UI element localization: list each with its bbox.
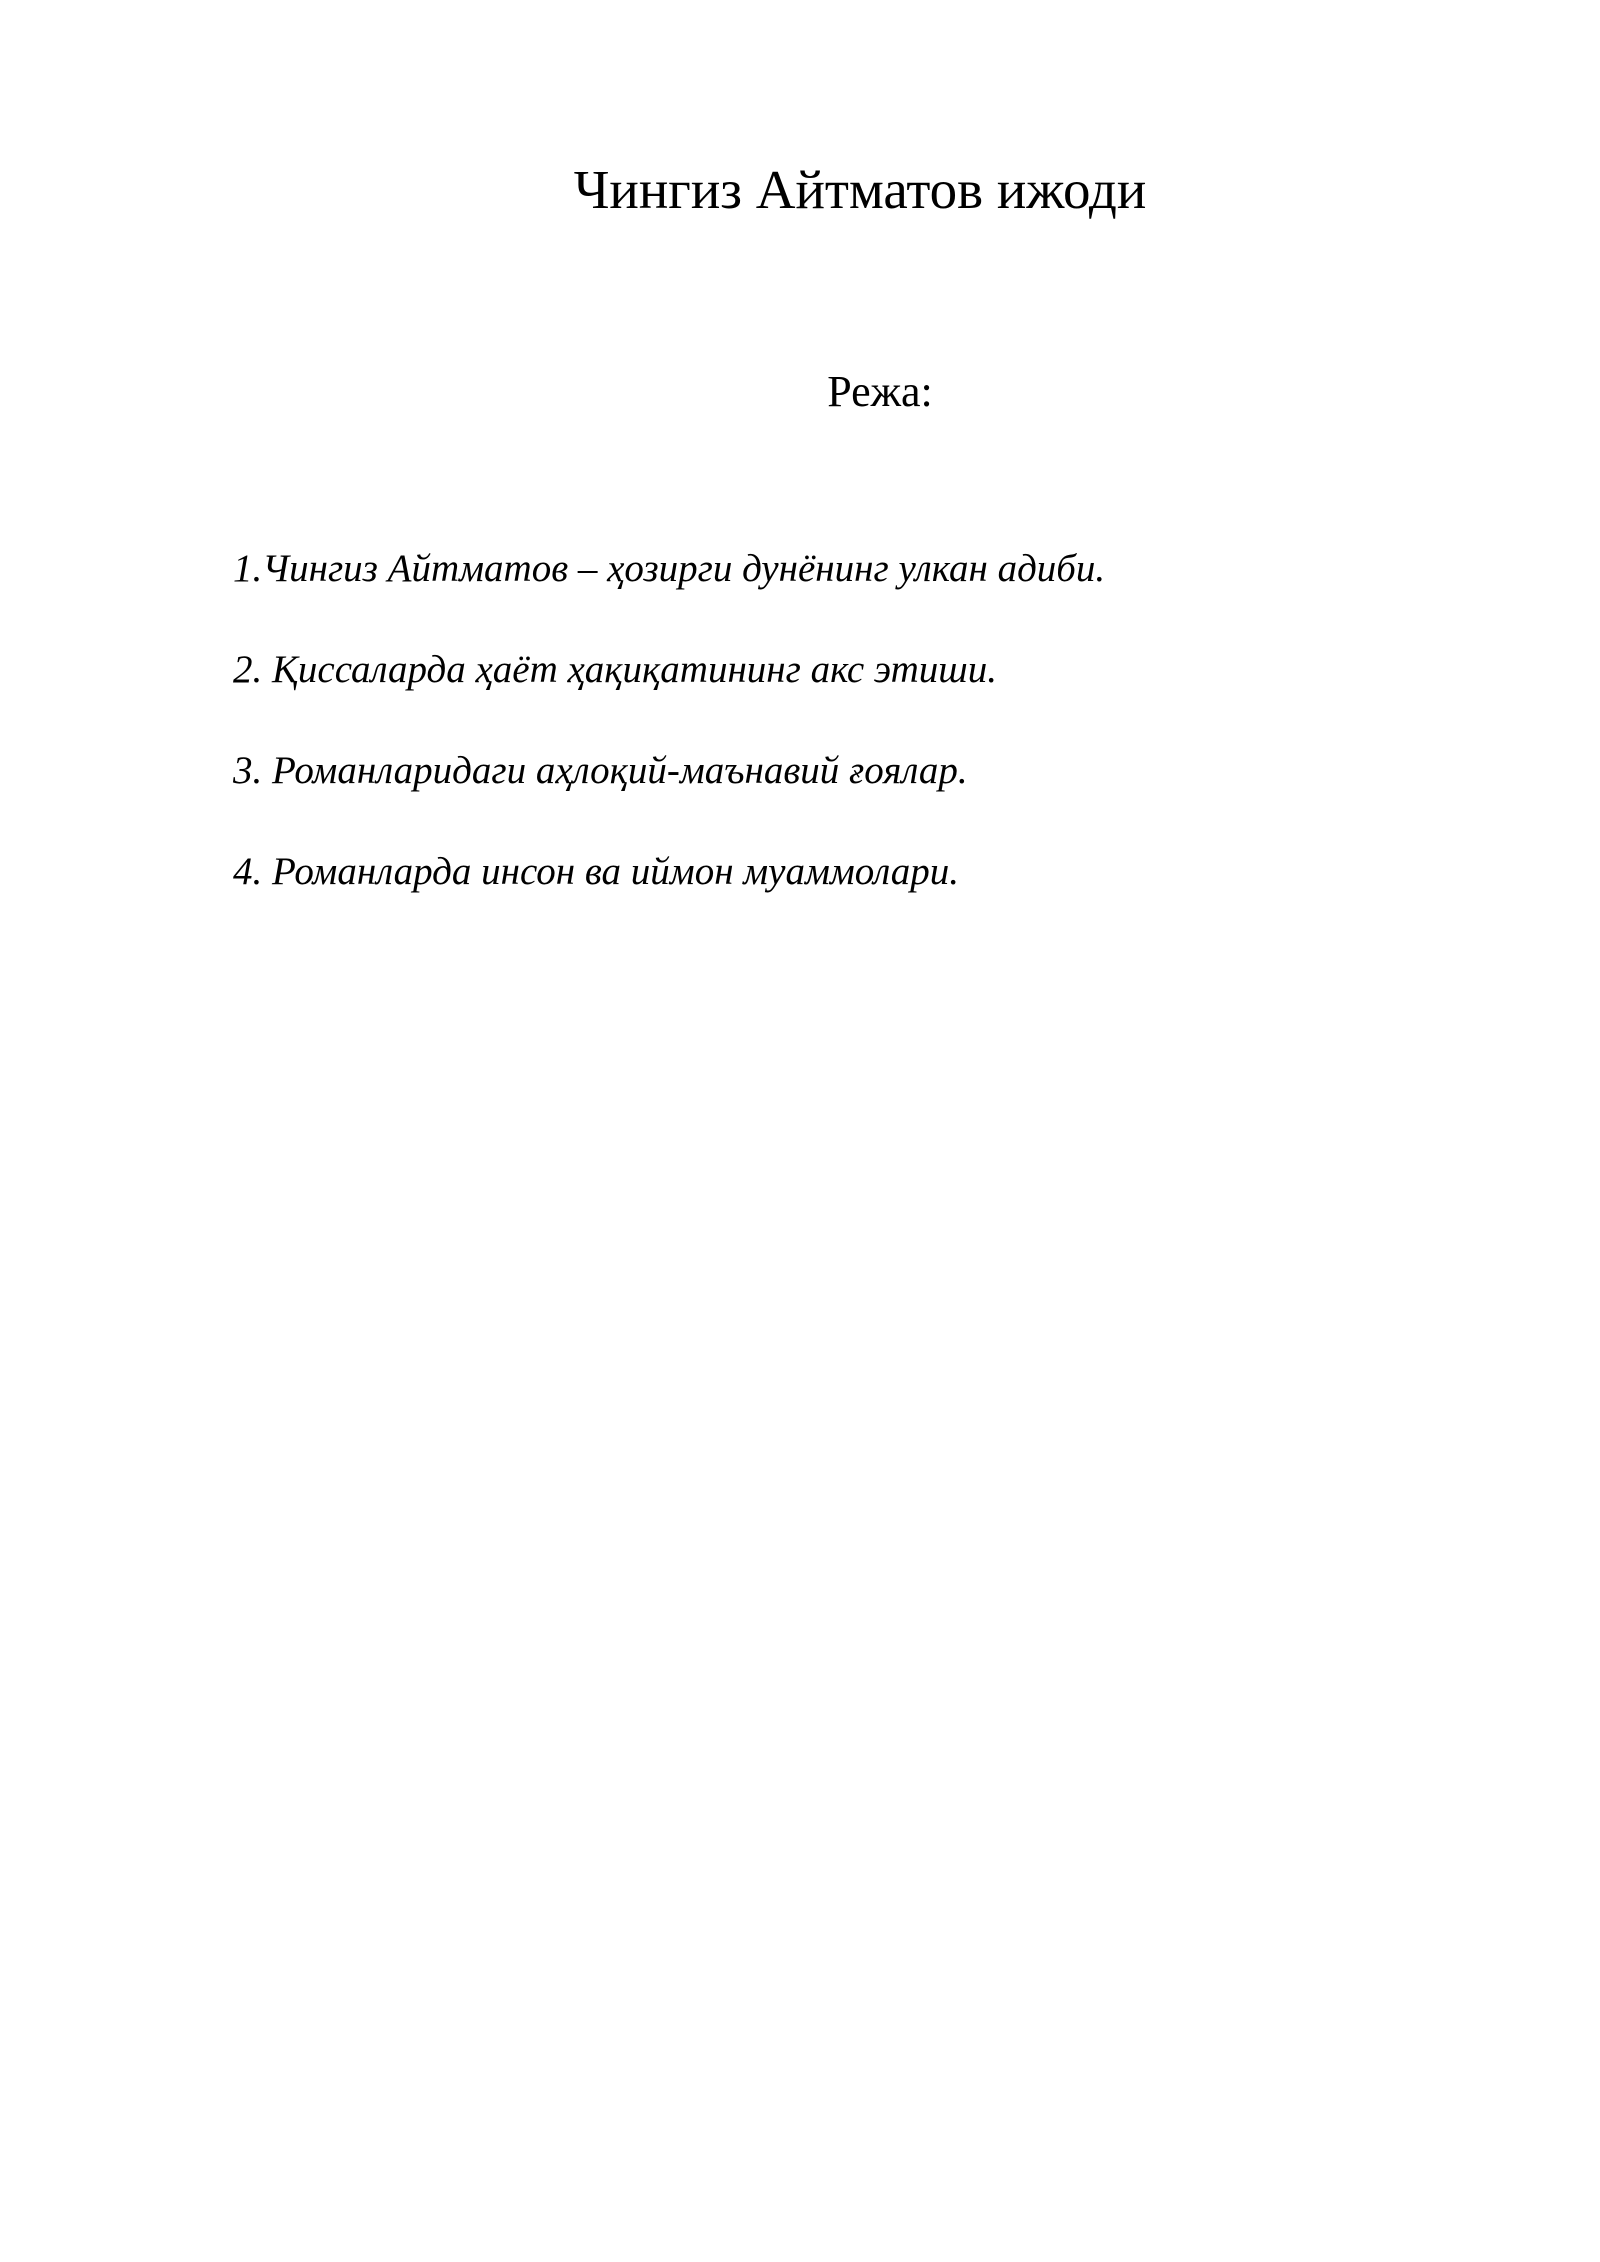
plan-list — [233, 546, 1105, 950]
plan-item-1: 1.Чингиз Айтматов – ҳозирги дунёнинг улкан адиби. — [233, 547, 1106, 590]
plan-item-2: 2. Қиссаларда ҳаёт ҳақиқатининг акс этиши. — [233, 648, 997, 691]
page-title: Чингиз Айтматов ижоди — [573, 159, 1147, 220]
plan-item-3: 3. Романларидаги аҳлоқий-маънавий ғоялар. — [233, 749, 968, 792]
plan-item-4: 4. Романларда инсон ва иймон муаммолари. — [233, 850, 960, 893]
plan-heading: Режа: — [827, 367, 933, 416]
